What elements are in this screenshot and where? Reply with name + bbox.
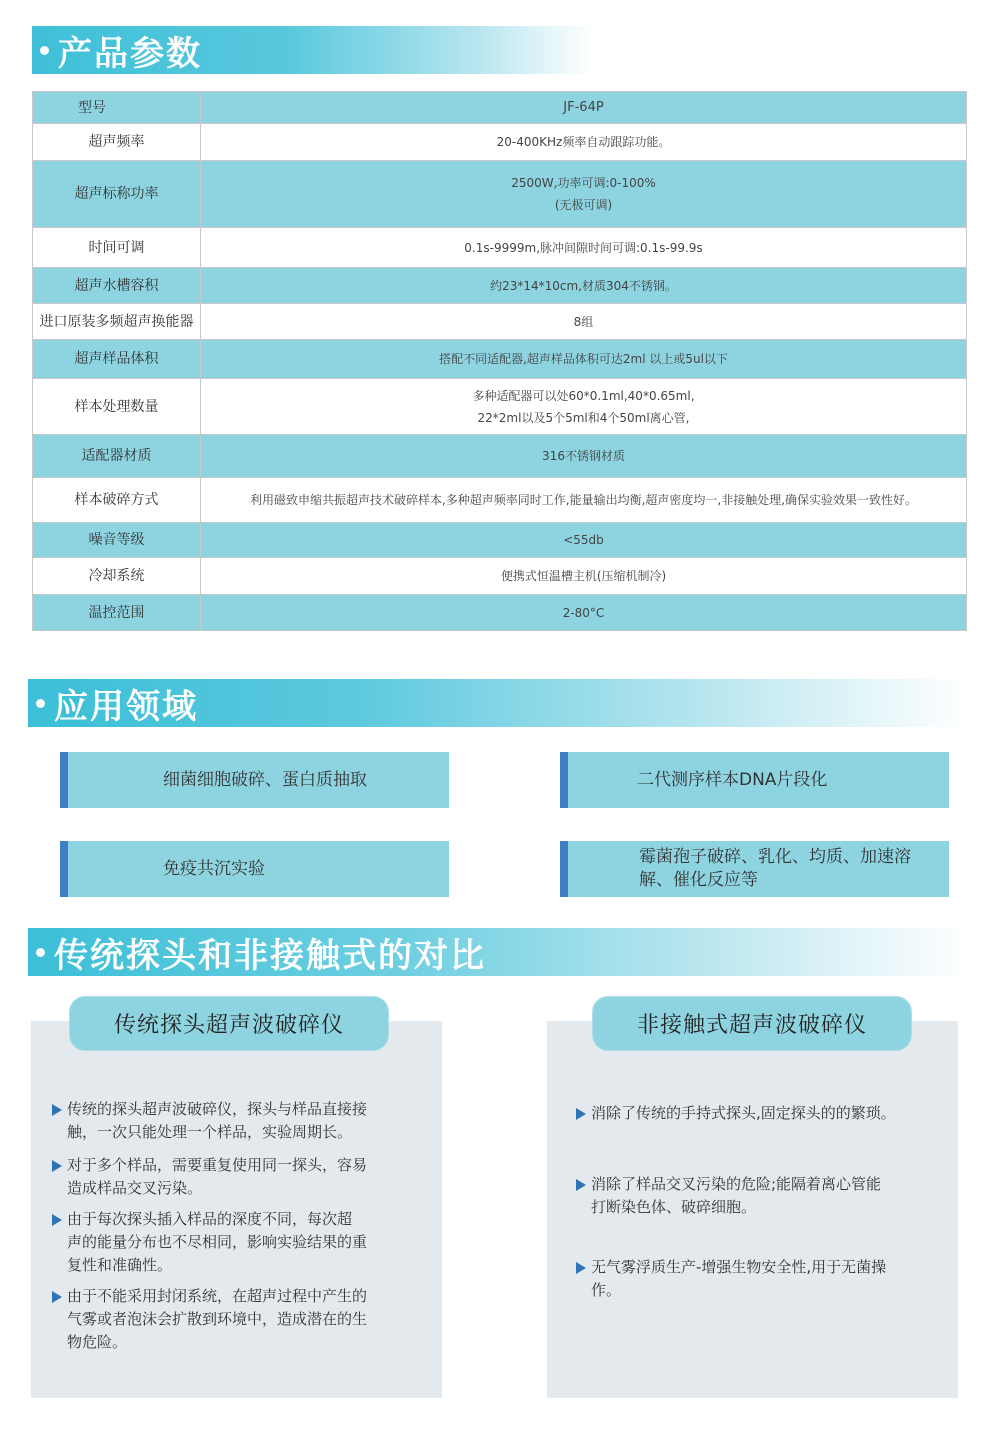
param-value-line: JF-64P	[563, 99, 604, 115]
param-value-line: 22*2ml以及5个5ml和4个50ml离心管,	[477, 410, 690, 425]
text-line: 消除了样品交叉污染的危险;能隔着离心管能	[591, 1175, 882, 1193]
param-value	[201, 161, 967, 228]
param-label: 进口原装多频超声换能器	[33, 304, 201, 340]
param-value-line: 利用磁致申缩共振超声技术破碎样本,多种超声频率同时工作,能量输出均衡,超声密度均一,非接触处理,确保实验效果一致性好。	[249, 493, 918, 507]
application-line: 解、催化反应等	[639, 870, 758, 890]
text-line: 传统的探头超声波破碎仪，探头与样品直接接	[67, 1100, 368, 1118]
text-line: 物危险。	[67, 1333, 128, 1351]
list-item	[576, 1256, 886, 1302]
triangle-bullet-icon	[576, 1179, 586, 1191]
param-label: 超声标称功率	[33, 161, 201, 228]
list-item-text	[67, 1285, 367, 1354]
text-line: 由于每次探头插入样品的深度不同，每次超	[67, 1210, 353, 1228]
text-line: 无气雾浮质生产-增强生物安全性,用于无菌操	[591, 1258, 887, 1276]
triangle-bullet-icon	[576, 1108, 586, 1120]
section-header-applications	[28, 679, 968, 727]
section-title: 传统探头和非接触式的对比	[54, 935, 486, 976]
text-line: 触，一次只能处理一个样品，实验周期长。	[67, 1123, 353, 1141]
application-card	[560, 752, 949, 808]
param-value	[201, 228, 967, 268]
param-row	[33, 379, 967, 435]
text-line: 复性和准确性。	[67, 1256, 173, 1274]
param-value-line: 8组	[573, 314, 594, 329]
param-value	[201, 435, 967, 478]
accent-bar	[560, 841, 568, 897]
noncontact-title-pill: 非接触式超声波破碎仪	[592, 996, 912, 1051]
param-value-line: 20-400KHz频率自动跟踪功能。	[496, 135, 671, 149]
application-text	[163, 858, 265, 881]
triangle-bullet-icon	[52, 1291, 62, 1303]
param-row	[33, 558, 967, 595]
param-value-line: 便携式恒温槽主机(压缩机制冷)	[500, 569, 667, 583]
list-item	[52, 1098, 367, 1144]
section-title: 产品参数	[58, 33, 202, 74]
section-title: 应用领域	[54, 686, 198, 727]
param-value	[201, 304, 967, 340]
list-item-text	[591, 1256, 886, 1302]
list-item	[576, 1173, 881, 1219]
bullet-dot-icon	[40, 46, 49, 55]
section-header-comparison	[28, 928, 968, 976]
param-row	[33, 124, 967, 161]
application-line: 细菌细胞破碎、蛋白质抽取	[163, 769, 367, 790]
application-card	[560, 841, 949, 897]
text-line: 造成样品交叉污染。	[67, 1179, 203, 1197]
text-line: 气雾或者泡沫会扩散到环境中，造成潜在的生	[67, 1310, 368, 1328]
param-row	[33, 161, 967, 228]
list-item-text	[67, 1208, 367, 1277]
application-line: 免疫共沉实验	[163, 858, 265, 879]
param-label: 型号	[33, 92, 201, 124]
application-text	[163, 769, 367, 792]
triangle-bullet-icon	[576, 1262, 586, 1274]
list-item	[52, 1285, 367, 1354]
text-line: 声的能量分布也不尽相同，影响实验结果的重	[67, 1233, 368, 1251]
param-value	[201, 558, 967, 595]
param-value	[201, 595, 967, 631]
param-label: 样本破碎方式	[33, 478, 201, 523]
param-value	[201, 478, 967, 523]
triangle-bullet-icon	[52, 1160, 62, 1172]
list-item-text	[67, 1098, 367, 1144]
text-line: 消除了传统的手持式探头,固定探头的的繁琐。	[591, 1104, 896, 1122]
param-value	[201, 92, 967, 124]
param-label: 样本处理数量	[33, 379, 201, 435]
list-item-text	[591, 1102, 896, 1125]
param-row	[33, 595, 967, 631]
param-value-line: <55db	[563, 533, 604, 547]
param-value-line: 316不锈钢材质	[542, 449, 625, 463]
param-value-line: 2500W,功率可调:0-100%	[511, 176, 656, 190]
application-card	[60, 752, 449, 808]
text-line: 作。	[591, 1281, 622, 1299]
param-row	[33, 340, 967, 379]
triangle-bullet-icon	[52, 1214, 62, 1226]
param-row	[33, 478, 967, 523]
param-label: 超声水槽容积	[33, 268, 201, 304]
param-label: 适配器材质	[33, 435, 201, 478]
param-value-line: 0.1s-9999m,脉冲间隙时间可调:0.1s-99.9s	[464, 240, 703, 255]
param-value-line: 2-80°C	[562, 605, 605, 620]
bullet-dot-icon	[36, 948, 45, 957]
text-line: 打断染色体、破碎细胞。	[591, 1198, 757, 1216]
param-label: 超声样品体积	[33, 340, 201, 379]
param-label: 噪音等级	[33, 523, 201, 558]
list-item	[52, 1208, 367, 1277]
traditional-title-pill: 传统探头超声波破碎仪	[69, 996, 389, 1051]
param-label: 超声频率	[33, 124, 201, 161]
application-text	[637, 769, 827, 792]
param-row	[33, 304, 967, 340]
params-table	[32, 91, 967, 631]
param-row	[33, 435, 967, 478]
text-line: 对于多个样品，需要重复使用同一探头，容易	[67, 1156, 368, 1174]
text-line: 由于不能采用封闭系统，在超声过程中产生的	[67, 1287, 368, 1305]
bullet-dot-icon	[36, 699, 45, 708]
param-row	[33, 268, 967, 304]
list-item-text	[67, 1154, 367, 1200]
application-card	[60, 841, 449, 897]
param-value	[201, 340, 967, 379]
param-row	[33, 92, 967, 124]
param-label: 时间可调	[33, 228, 201, 268]
accent-bar	[60, 752, 68, 808]
param-value	[201, 124, 967, 161]
application-text	[639, 846, 911, 892]
param-value	[201, 268, 967, 304]
accent-bar	[560, 752, 568, 808]
param-value	[201, 523, 967, 558]
application-line: 霉菌孢子破碎、乳化、均质、加速溶	[639, 847, 911, 867]
param-value-line: (无极可调)	[554, 198, 613, 212]
param-row	[33, 523, 967, 558]
param-value-line: 搭配不同适配器,超声样品体积可达2ml 以上或5ul以下	[439, 352, 728, 366]
application-line: 二代测序样本DNA片段化	[637, 769, 828, 790]
triangle-bullet-icon	[52, 1104, 62, 1116]
param-value-line: 多种适配器可以处60*0.1ml,40*0.65ml,	[472, 388, 695, 403]
accent-bar	[60, 841, 68, 897]
param-value	[201, 379, 967, 435]
param-label: 温控范围	[33, 595, 201, 631]
list-item	[576, 1102, 896, 1125]
list-item-text	[591, 1173, 881, 1219]
list-item	[52, 1154, 367, 1200]
param-row	[33, 228, 967, 268]
section-header-params	[32, 26, 592, 74]
param-value-line: 约23*14*10cm,材质304不锈钢。	[490, 278, 677, 293]
param-label: 冷却系统	[33, 558, 201, 595]
